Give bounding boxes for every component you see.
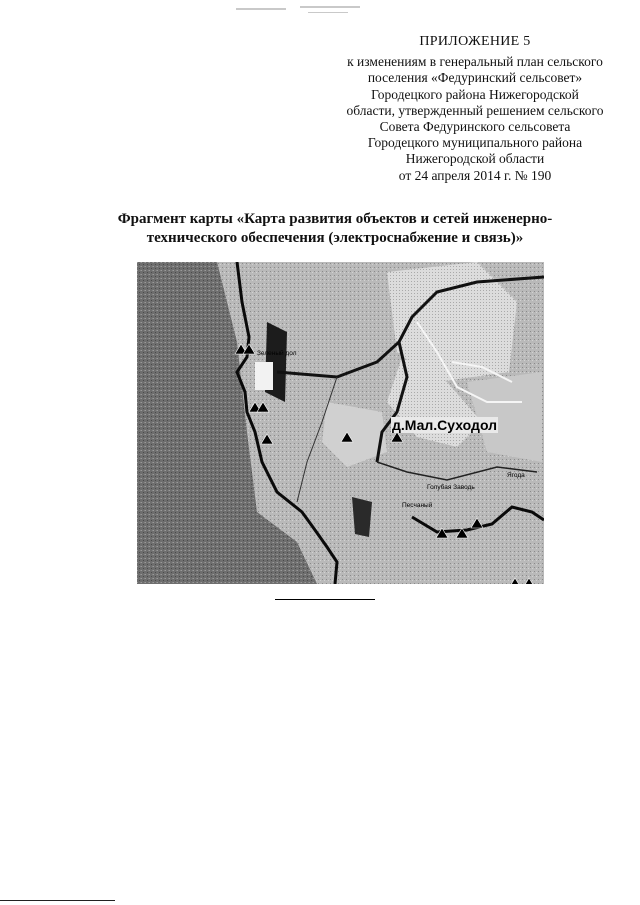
- title-line-1: Фрагмент карты «Карта развития объектов и сетей инженерно-: [117, 211, 553, 227]
- forest-area: [352, 497, 372, 537]
- appendix-line: Городецкого района Нижегородской: [371, 86, 579, 102]
- appendix-block: [330, 34, 620, 184]
- scan-artifact: [300, 6, 360, 8]
- scan-artifact: [308, 12, 348, 13]
- appendix-line: области, утвержденный решением сельского: [346, 102, 604, 118]
- appendix-line: поселения «Федуринский сельсовет»: [367, 70, 583, 86]
- appendix-line: к изменениям в генеральный план сельского: [347, 54, 603, 70]
- map-small-label: Песчаный: [402, 502, 433, 509]
- appendix-line: от 24 апреля 2014 г. № 190: [398, 167, 552, 183]
- separator-line: [275, 599, 375, 600]
- building-block: [255, 362, 273, 390]
- scan-artifact: [236, 8, 286, 10]
- map-small-label: Ягода: [507, 472, 525, 479]
- village-label: д.Мал.Суходол: [392, 417, 498, 433]
- document-title: [95, 210, 575, 248]
- map-fragment: [137, 262, 544, 584]
- appendix-heading: ПРИЛОЖЕНИЕ 5: [419, 34, 531, 49]
- appendix-line: Нижегородской области: [405, 151, 545, 167]
- map-small-label: Голубая Заводь: [427, 484, 475, 491]
- map-small-label: Зеленый дол: [257, 350, 297, 357]
- bottom-separator-line: [0, 900, 115, 901]
- title-line-2: технического обеспечения (электроснабжение и связь)»: [146, 230, 524, 246]
- appendix-line: Совета Федуринского сельсовета: [379, 119, 571, 135]
- appendix-line: Городецкого муниципального района: [367, 135, 583, 151]
